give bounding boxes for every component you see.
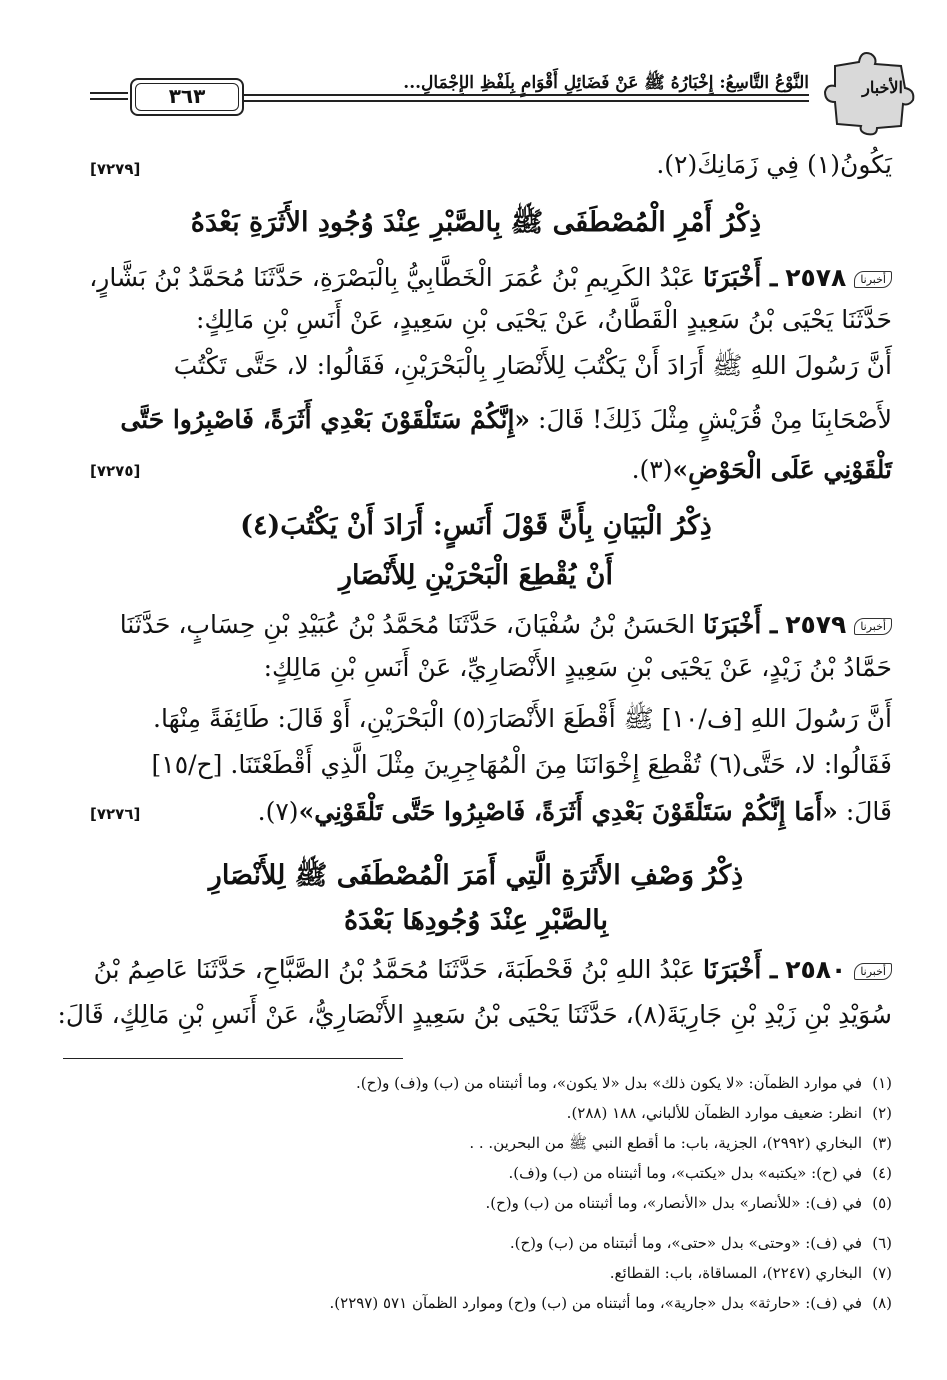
text-line (70, 455, 892, 484)
header-rule (90, 98, 128, 100)
footnote-marker: (٣). (631, 455, 673, 484)
section-heading: ذِكْرُ وَصْفِ الأَثَرَةِ الَّتِي أَمَرَ الْمُصْطَفَى ﷺ لِلأَنْصَارِ (208, 860, 744, 891)
line-text: عَبْدُ اللهِ بْنُ قَحْطَبَةَ، حَدَّثَنَا مُحَمَّدُ بْنُ الصَّبَّاحِ، حَدَّثَنَا عَاصِمُ بْنُ (93, 955, 696, 984)
line-text: حَمَّادُ بْنُ زَيْدٍ، عَنْ يَحْيَى بْنِ سَعِيدٍ الأَنْصَارِيِّ، عَنْ أَنَسِ بْنِ مَالِكٍ: (263, 653, 892, 682)
akhbarana: ـ أَخْبَرَنَا (702, 955, 778, 984)
hadith-line (70, 263, 892, 292)
text-line (70, 703, 892, 740)
section-heading: أَنْ يُقْطِعَ الْبَحْرَيْنِ لِلأَنْصَارِ (338, 560, 614, 591)
line-text: أَنَّ رَسُولَ اللهِ [ف/١٠] ﷺ أَقْطَعَ الأَنْصَارَ(٥) الْبَحْرَيْنِ، أَوْ قَالَ: طَائِفَةً مِنْهَا. (153, 704, 892, 733)
hadith-quote: تَلْقَوْنِي عَلَى الْحَوْضِ» (672, 455, 892, 484)
hadith-number: ٢٥٨٠ (785, 955, 847, 984)
text-line (70, 750, 892, 779)
line-text: فَقَالُوا: لا، حَتَّى(٦) تُقْطِعَ إِخْوَانَنَا مِنَ الْمُهَاجِرِينَ مِثْلَ الَّذِي أَقْطَعْتَنَا. [ح/١٥] (151, 750, 892, 779)
text-line (70, 350, 892, 387)
hadith-quote: «إِنَّكُمْ سَتَلْقَوْنَ بَعْدِي أَثَرَةً، فَاصْبِرُوا حَتَّى (120, 405, 531, 434)
hadith-line (70, 610, 892, 639)
line-text: لأَصْحَابِنَا مِنْ قُرَيْشٍ مِثْلَ ذَلِكَ! قَالَ: (538, 405, 892, 434)
header-rule (242, 100, 809, 102)
section-heading: بِالصَّبْرِ عِنْدَ وُجُودِهَا بَعْدَهُ (343, 905, 609, 936)
hadith-marker-icon: أخبرنا (854, 618, 892, 635)
line-text: حَدَّثَنَا يَحْيَى بْنُ سَعِيدٍ الْقَطَّانُ، عَنْ يَحْيَى بْنِ سَعِيدٍ، عَنْ أَنَسِ بْنِ مَالِكٍ: (196, 305, 892, 334)
line-text: سُوَيْدِ بْنِ زَيْدِ بْنِ جَارِيَةَ(٨)، حَدَّثَنَا يَحْيَى بْنُ سَعِيدٍ الأَنْصَارِيُّ، عَنْ أَنَسِ بْنِ مَالِكٍ، قَالَ: (57, 1000, 892, 1029)
hadith-line (70, 955, 892, 984)
reference-number: [٧٢٧٩] (90, 160, 141, 178)
header-rule (90, 92, 128, 94)
footnote: (٣)البخاري (٢٩٩٢)، الجزية، باب: ما أقطع النبي ﷺ من البحرين. . . (469, 1134, 892, 1152)
reference-number: [٧٢٧٥] (90, 462, 141, 480)
text-line (70, 653, 892, 682)
footnote: (٦)في (ف): «وحتى» بدل «حتى»، وما أثبتناه من (ب) و(ح). (509, 1234, 892, 1252)
line-text: أَنَّ رَسُولَ اللهِ ﷺ أَرَادَ أَنْ يَكْتُبَ لِلأَنْصَارِ بِالْبَحْرَيْنِ، فَقَالُوا: لا، حَتَّى تَكْتُبَ (173, 351, 892, 380)
hadith-marker-icon: أخبرنا (854, 271, 892, 288)
page-number: ٣٦٣ (135, 83, 239, 111)
page-number-box (130, 78, 244, 116)
footnote: (٧)البخاري (٢٢٤٧)، المساقاة، باب: القطائع. (609, 1264, 892, 1282)
footnote-marker: (٧). (257, 797, 299, 826)
badge-label: الأخبار (862, 78, 903, 97)
hadith-number: ٢٥٧٩ (785, 610, 847, 639)
line-text: الحَسَنُ بْنُ سُفْيَانَ، حَدَّثَنَا مُحَمَّدُ بْنُ عُبَيْدِ بْنِ حِسَابٍ، حَدَّثَنَا (119, 610, 696, 639)
line-text: عَبْدُ الكَرِيمِ بْنُ عُمَرَ الْخَطَّابِيُّ بِالْبَصْرَةِ، حَدَّثَنَا مُحَمَّدُ بْنُ بَشَّارٍ، (89, 263, 696, 292)
akhbarana: ـ أَخْبَرَنَا (702, 263, 778, 292)
footnote: (٢)انظر: ضعيف موارد الظمآن للألباني، ١٨٨ (٢٨٨). (566, 1104, 892, 1122)
hadith-number: ٢٥٧٨ (785, 263, 847, 292)
text-line (70, 797, 892, 826)
hadith-quote: «أَمَا إِنَّكُمْ سَتَلْقَوْنَ بَعْدِي أَثَرَةً، فَاصْبِرُوا حَتَّى تَلْقَوْنِي» (298, 797, 838, 826)
footnote: (١)في موارد الظمآن: «لا يكون ذلك» بدل «لا يكون»، وما أثبتناه من (ب) و(ف) و(ح). (356, 1074, 892, 1092)
footnote: (٨)في (ف): «حارثة» بدل «جارية»، وما أثبتناه من (ب) و(ح) وموارد الظمآن ٥٧١ (٢٢٩٧). (329, 1294, 892, 1312)
hadith-marker-icon: أخبرنا (854, 963, 892, 980)
section-heading: ذِكْرُ الْبَيَانِ بِأَنَّ قَوْلَ أَنَسٍ: أَرَادَ أَنْ يَكْتُبَ(٤) (240, 510, 712, 541)
running-title: النَّوْعُ التَّاسِعُ: إِخْبَارُهُ ﷺ عَنْ فَضَائِلِ أَقْوَامٍ بِلَفْظِ الإِجْمَالِ... (403, 73, 809, 93)
header-rule (242, 94, 809, 96)
section-heading: ذِكْرُ أَمْرِ الْمُصْطَفَى ﷺ بِالصَّبْرِ عِنْدَ وُجُودِ الأَثَرَةِ بَعْدَهُ (190, 207, 762, 238)
line-text: قَالَ: (845, 797, 892, 826)
footnote: (٥)في (ف): «للأنصار» بدل «الأنصار»، وما أثبتناه من (ب) و(ح). (485, 1194, 892, 1212)
line-text: يَكُونُ(١) فِي زَمَانِكَ(٢). (656, 150, 892, 179)
text-line (70, 150, 892, 179)
page-header (90, 48, 917, 138)
akhbarana: ـ أَخْبَرَنَا (702, 610, 778, 639)
text-line (70, 405, 892, 434)
text-line (57, 1000, 892, 1029)
footnote: (٤)في (ح): «يكتبه» بدل «يكتب»، وما أثبتناه من (ب) و(ف). (508, 1164, 892, 1182)
footnote-divider (63, 1058, 403, 1059)
reference-number: [٧٢٧٦] (90, 805, 141, 823)
text-line (70, 305, 892, 334)
